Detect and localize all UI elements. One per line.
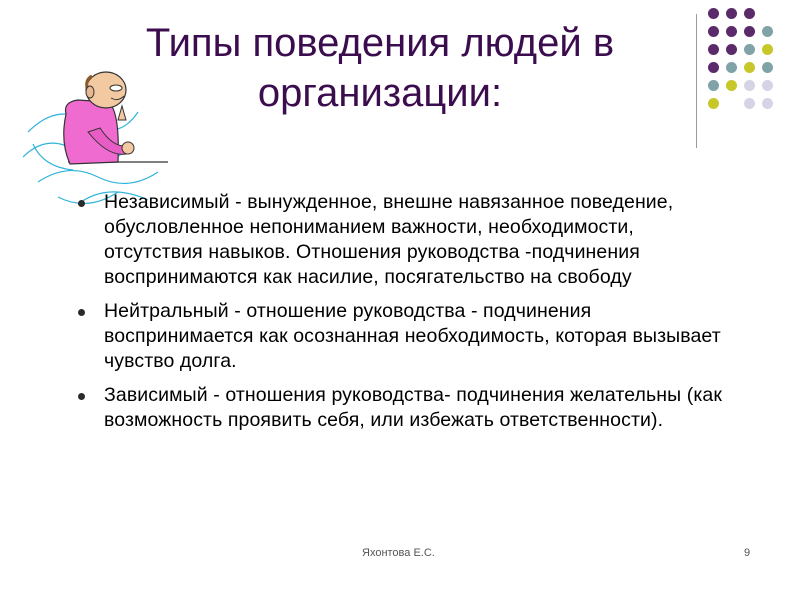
decorative-dot bbox=[708, 98, 719, 109]
bullet-list bbox=[74, 190, 724, 442]
decorative-dot bbox=[762, 62, 773, 73]
decorative-dot bbox=[744, 98, 755, 109]
bullet-text: Нейтральный - отношение руководства - подчинения воспринимается как осознанная необходимость, которая вызывает чувство долга. bbox=[104, 300, 721, 372]
decorative-dot bbox=[708, 26, 719, 37]
decorative-dot bbox=[762, 44, 773, 55]
decorative-dot bbox=[726, 8, 737, 19]
decorative-dot bbox=[708, 62, 719, 73]
decorative-dot bbox=[726, 44, 737, 55]
decorative-dot bbox=[762, 26, 773, 37]
bullet-text: Независимый - вынужденное, внешне навязанное поведение, обусловленное непониманием важности, необходимости, отсутствия навыков. Отношения руководства -подчинения воспринимаются как насилие, посягательство на свободу bbox=[104, 191, 674, 288]
decorative-dot bbox=[708, 8, 719, 19]
bullet-marker bbox=[78, 200, 85, 207]
decorative-dot bbox=[726, 26, 737, 37]
slide-title: Типы поведения людей в организации: bbox=[145, 21, 615, 115]
bullet-item bbox=[74, 190, 724, 290]
bullet-item bbox=[74, 299, 724, 374]
decorative-dot bbox=[708, 80, 719, 91]
decorative-dot bbox=[744, 62, 755, 73]
bullet-item bbox=[74, 383, 724, 433]
bullet-text: Зависимый - отношения руководства- подчинения желательны (как возможность проявить себя, или избежать ответственности). bbox=[104, 384, 723, 431]
bullet-marker bbox=[78, 393, 85, 400]
decorative-dot bbox=[708, 44, 719, 55]
divider-line bbox=[696, 14, 697, 148]
decorative-dot bbox=[762, 98, 773, 109]
decorative-dot bbox=[744, 44, 755, 55]
bullet-marker bbox=[78, 309, 85, 316]
footer-author: Яхонтова Е.С. bbox=[362, 547, 435, 559]
decorative-dot bbox=[726, 62, 737, 73]
decorative-dot bbox=[744, 26, 755, 37]
decorative-dot bbox=[744, 80, 755, 91]
page-number: 9 bbox=[744, 547, 751, 559]
decorative-dot bbox=[726, 80, 737, 91]
decorative-dot bbox=[762, 80, 773, 91]
decorative-dot bbox=[744, 8, 755, 19]
